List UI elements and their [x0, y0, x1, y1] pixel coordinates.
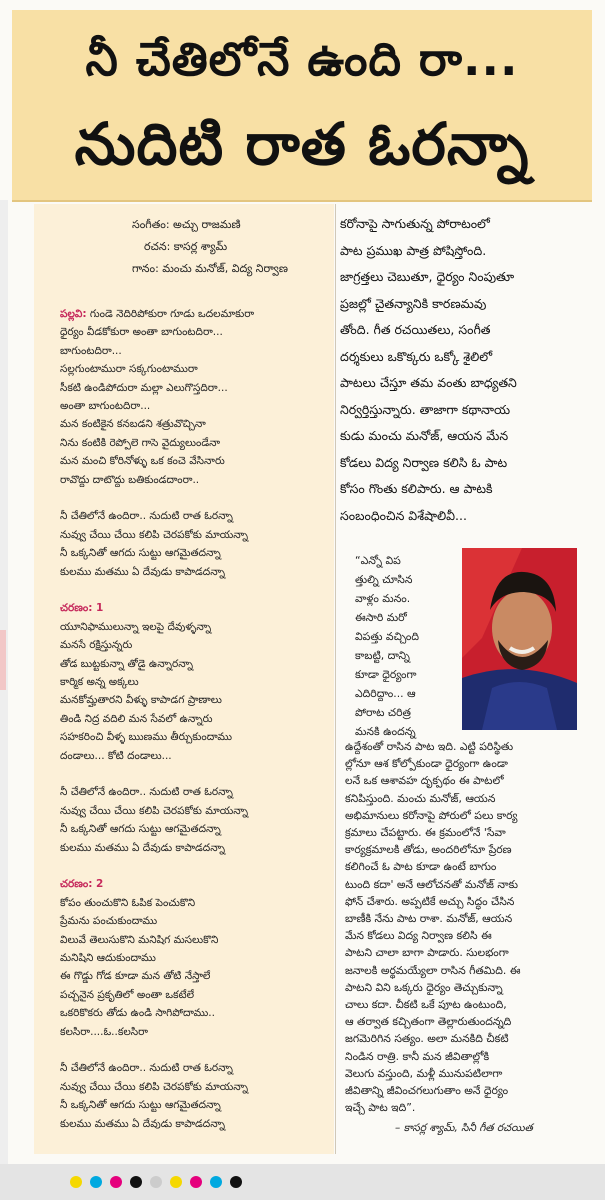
lyric-text: దండాలు... కోటి దండాలు... [60, 749, 172, 762]
article-line: నిర్వర్తిస్తున్నారు. తాజాగా కథానాయ [340, 401, 511, 417]
lyric-text: రావొద్దు దాటొద్దు బతికుండదాంరా.. [60, 473, 200, 486]
lyric-text: కులము మతము ఏ దేవుడు కాపాడదన్నా [60, 1117, 225, 1130]
quote-line: మేన కోడలు విద్య నిర్వాణ కలిసి ఈ [345, 929, 492, 943]
quote-line: ఉద్దేశంతో రాసిన పాట ఇది. ఎట్టి పరిస్థితు [345, 740, 514, 753]
lyric-line [60, 566, 225, 581]
lyric-line [60, 639, 132, 654]
lyric-text: విలువే తెలుసుకొని మనిషిగ మసలుకొని [60, 933, 219, 946]
registration-dot [110, 1176, 122, 1188]
portrait-photo [462, 548, 577, 730]
lyric-line [60, 731, 232, 746]
quote-line: ఇచ్చే పాట ఇది”. [345, 1101, 416, 1115]
article-line: జాగ్రత్తలు చెబుతూ, ధైర్యం నింపుతూ [340, 269, 515, 284]
article-line: ప్రజల్లో చైతన్యానికి కారణమవు [340, 295, 487, 311]
lyric-text: సహకరించి వీళ్ళ ఋణము తీర్చుకుందాము [60, 731, 233, 744]
quote-line: జగమెరిగిన సత్యం. అలా మనకిది చీకటి [345, 1032, 509, 1046]
lyric-text: పచ్చనైన ప్రకృతిలో అంతా ఒకటేలే [60, 988, 195, 1001]
lyric-line [60, 547, 221, 562]
quote-line: అభిమానులు కరోనాపై పోరులో పలు కార్య [345, 808, 518, 822]
lyric-line [60, 1118, 225, 1133]
lyric-line [60, 676, 139, 691]
lyric-line [60, 1099, 221, 1114]
article-line: కరోనాపై సాగుతున్న పోరాటంలో [340, 216, 490, 231]
quote-line: జనాలకి అర్థమయ్యేలా రాసిన గీతమిది. ఈ [345, 963, 521, 977]
lyric-text: నువ్వు చేయి చేయి కలిపి చెరపకోకు మాయన్నా [60, 804, 248, 817]
headline-banner [12, 10, 592, 202]
person-photo-icon [462, 548, 577, 730]
lyric-line [60, 1062, 233, 1077]
article-line: దర్శకులు ఒకొక్కరు ఒక్కో శైలిలో [340, 348, 493, 364]
lyric-text: కలసిరా....ఓ..కలసిరా [60, 1025, 148, 1038]
section-label: చరణం: 1 [60, 602, 104, 615]
lyric-line [60, 750, 172, 765]
lyric-line [60, 382, 228, 397]
credit-lyrics: రచన: కాసర్ల శ్యామ్ [144, 240, 228, 253]
quote-line: జీవితాన్ని జీవించగలుగుతాం అనే ధైర్యం [345, 1084, 509, 1097]
article-line: కోసం గొంతు కలిపారు. ఆ పాటకి [340, 481, 493, 496]
registration-dot [90, 1176, 102, 1188]
lyric-line [60, 915, 157, 930]
print-color-bar [0, 1164, 605, 1200]
quote-line: “ఎన్నో విప [355, 554, 401, 567]
lyric-line [60, 308, 254, 323]
lyric-line [60, 878, 103, 893]
quote-line: పాటని చాలా బాగా పాడారు. సులభంగా [345, 946, 509, 960]
lyric-text: సల్లగుంటామురా సక్కగుంటామురా [60, 363, 198, 376]
quote-line: కార్యక్రమాలకి తోడు, అందరిలోనూ ప్రేరణ [345, 843, 512, 857]
quote-line: టుంది కదా' అనే ఆలోచనతో మనోజ్ నాకు [345, 877, 519, 891]
lyric-line [60, 437, 220, 452]
lyric-line [60, 418, 206, 433]
lyric-text: నీ ఒక్కనితో ఆగదు సుట్టు ఆగమైతదన్నా [60, 1099, 221, 1112]
registration-dot [230, 1176, 242, 1188]
quote-line: కూడా ధైర్యంగా [355, 668, 417, 681]
lyric-line [60, 952, 156, 967]
quote-line: విపత్తు వచ్చింది [355, 630, 420, 643]
lyric-text: ధైర్యం వీడకోకురా అంతా బాగుంటదిరా... [60, 326, 223, 339]
quote-line: బాణీకి నేను పాట రాశా. మనోజ్, ఆయన [345, 912, 513, 925]
lyric-text: మనకోమ్హతారని వీళ్ళు కాపాడగ ప్రాణాలు [60, 694, 222, 707]
quote-line: ఎదిరిద్దాం... ఆ [355, 687, 416, 700]
lyric-text: కోపం తుంచుకొని ఓపిక పెంచుకొని [60, 896, 196, 909]
lyric-text: బాగుంటదిరా... [60, 344, 122, 357]
lyric-line [60, 713, 212, 728]
lyric-text: తిండి నిద్ర వదిలి మన సేవలో ఉన్నారు [60, 712, 213, 725]
quote-line: ఈసారి మరో [355, 611, 407, 624]
article-line: కుడు మంచు మనోజ్, ఆయన మేన [340, 428, 509, 443]
headline-line-2: నుదిటి రాత ఓరన్నా [74, 110, 530, 178]
lyric-line [60, 805, 248, 820]
lyric-text: నీ చేతిలోనే ఉందిరా.. నుదుటి రాత ఓరన్నా [60, 1062, 233, 1075]
registration-dot [190, 1176, 202, 1188]
lyric-text: మన మంచి కోరినోళ్ళు ఒక కంచె వేసినారు [60, 455, 225, 468]
lyric-text: నువ్వు చేయి చేయి కలిపి చెరపకోకు మాయన్నా [60, 528, 248, 541]
lyric-text: నీ ఒక్కనితో ఆగదు సుట్టు ఆగమైతదన్నా [60, 547, 221, 560]
lyric-text: నీ ఒక్కనితో ఆగదు సుట్టు ఆగమైతదన్నా [60, 823, 221, 836]
lyric-text: మనిషిని ఆదుకుందాము [60, 952, 156, 964]
lyric-line [60, 455, 225, 470]
lyric-text: నిను కంటికి రెప్పోలె గాసె వైద్యులుండేనా [60, 436, 221, 449]
article-line: పాట ప్రముఖ పాత్ర పోషిస్తోంది. [340, 242, 487, 258]
lyric-line [60, 326, 223, 341]
edge-mark [0, 630, 6, 690]
lyric-line [60, 529, 248, 544]
quote-line: వెలుగు వస్తుంది, మళ్లీ మునుపటిలాగా [345, 1066, 503, 1080]
lyric-line [60, 970, 210, 985]
lyric-line [60, 345, 122, 360]
article-line: పాటలు చేస్తూ తమ వంతు బాధ్యతని [340, 375, 517, 390]
lyric-text: ఒకరికొకరు తోడు ఉండి సాగిపోదాము.. [60, 1007, 215, 1020]
lyric-text: యూనిఫాములున్నా ఇలపై దేవుళ్ళన్నా [60, 620, 212, 633]
lyric-line [60, 823, 221, 838]
quote-line: పాటని విని ఒక్కరు ధైర్యం తెచ్చుకున్నా [345, 980, 503, 994]
lyric-text: సీకటి ఉండిపోదురా మల్లా ఎలుగొస్తదిరా... [60, 381, 228, 394]
quote-line: లనే ఒక ఆశావహ దృక్పథం ఈ పాటలో [345, 774, 504, 788]
quote-line: చాలు కదా. చీకటి ఒకే పూట ఉంటుంది, [345, 998, 507, 1011]
lyric-line [60, 510, 233, 525]
lyric-text: కార్మిక అన్న అక్కలు [60, 676, 139, 688]
quote-line: కలిగించే ఓ పాట కూడా ఉంటే బాగుం [345, 860, 497, 874]
lyric-line [60, 1007, 215, 1022]
credit-music: సంగీతం: అచ్చు రాజమణి [132, 218, 241, 231]
lyric-text: నీ చేతిలోనే ఉందిరా.. నుదుటి రాత ఓరన్నా [60, 786, 233, 799]
registration-dot [130, 1176, 142, 1188]
lyric-line [60, 989, 194, 1004]
lyric-line [60, 621, 211, 636]
quote-line: కనిపిస్తుంది. మంచు మనోజ్, ఆయన [345, 791, 496, 805]
lyric-text: ఈ గొడ్డు గోడ కూడా మన తోటి నేస్తాలే [60, 970, 211, 983]
section-label: పల్లవి: [60, 308, 87, 320]
lyric-line [60, 934, 218, 949]
lyric-text: మనసే రక్షిస్తున్నరు [60, 639, 133, 652]
signature: – కాసర్ల శ్యామ్, సినీ గీత రచయిత [395, 1122, 533, 1134]
lyric-text: మన కంటికైన కనబడని శత్రువొచ్చినా [60, 418, 206, 431]
lyric-text: నీ చేతిలోనే ఉందిరా.. నుదుటి రాత ఓరన్నా [60, 510, 233, 523]
lyric-line [60, 694, 222, 709]
lyric-line [60, 602, 103, 617]
lyric-text: గుండె నెదిరిపోకురా గూడు ఒదలమాకురా [86, 308, 255, 320]
lyric-text: కులము మతము ఏ దేవుడు కాపాడదన్నా [60, 565, 225, 578]
quote-line: నిండిన రాత్రి. కానీ మన జీవితాల్లోకి [345, 1049, 490, 1063]
lyric-line [60, 1081, 248, 1096]
column-divider [335, 204, 336, 1154]
lyric-text: తోడ బుట్టకున్నా తోడై ఉన్నారన్నా [60, 657, 193, 670]
section-label: చరణం: 2 [60, 878, 104, 891]
credit-singers: గానం: మంచు మనోజ్, విద్య నిర్వాణ [132, 262, 288, 275]
registration-dot [170, 1176, 182, 1188]
lyric-line [60, 363, 198, 378]
lyric-line [60, 1026, 148, 1041]
lyric-text: ప్రేమను పంచుకుందాము [60, 915, 158, 928]
quote-line: కాబట్టి, దాన్ని [355, 649, 410, 662]
lyric-text: అంతా బాగుంటదిరా... [60, 400, 151, 412]
quote-line: ఆ తర్వాత కచ్చితంగా తెల్లారుతుందన్నది [345, 1015, 512, 1029]
headline-line-1: నీ చేతిలోనే ఉంది రా... [85, 32, 519, 86]
registration-dot [150, 1176, 162, 1188]
lyric-line [60, 474, 199, 489]
lyric-line [60, 897, 195, 912]
article-line: సంబంధించిన విశేషాలివీ... [340, 507, 467, 523]
article-line: తోంది. గీత రచయితలు, సంగీత [340, 322, 491, 337]
quote-line: త్తుల్ని చూసిన [355, 573, 413, 586]
quote-line: పోరాట చరిత్ర [355, 706, 411, 719]
page-edge [0, 200, 8, 1200]
quote-line: ఫోన్ చేశారు. అప్పటికే అచ్చు సిద్ధం చేసిన [345, 894, 515, 908]
lyric-text: కులము మతము ఏ దేవుడు కాపాడదన్నా [60, 841, 225, 854]
lyric-line [60, 658, 193, 673]
quote-line: క్రమాలు చేపట్టారు. ఈ క్రమంలోనే 'సేవా [345, 826, 506, 839]
registration-dot [70, 1176, 82, 1188]
lyric-line [60, 400, 150, 415]
lyric-line [60, 786, 233, 801]
lyric-text: నువ్వు చేయి చేయి కలిపి చెరపకోకు మాయన్నా [60, 1080, 248, 1093]
lyrics-box [34, 204, 334, 1154]
lyric-line [60, 842, 225, 857]
registration-dot [210, 1176, 222, 1188]
quote-line: మనకి ఉందన్న [355, 725, 416, 738]
quote-line: వాళ్లం మనం. [355, 592, 411, 605]
article-line: కోడలు విద్య నిర్వాణ కలిసి ఓ పాట [340, 454, 508, 470]
quote-line: ల్లోనూ ఆశ కోల్పోకుండా ధైర్యంగా ఉండా [345, 757, 508, 771]
